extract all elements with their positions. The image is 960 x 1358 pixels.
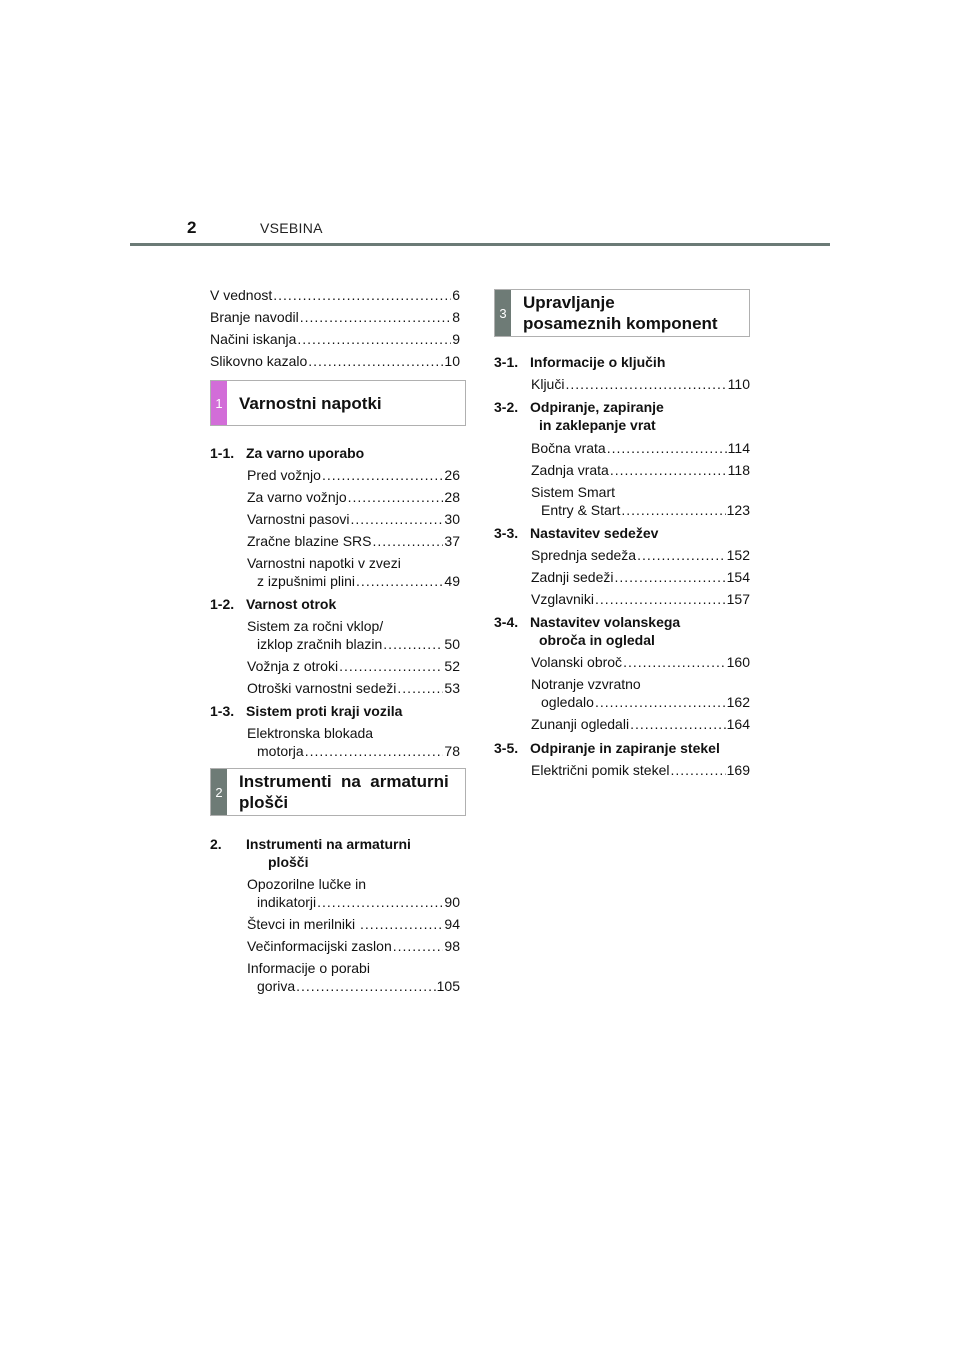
toc-entry[interactable]: Sistem za ročni vklop/ izklop zračnih blazin ..... 50 [247,617,460,653]
toc-entry[interactable]: Notranje vzvratno ogledalo ..... 162 [531,675,750,711]
toc-entry[interactable]: Vožnja z otroki ..... 52 [247,657,460,675]
chapter-title: Varnostni napotki [239,393,382,413]
page-number: 2 [187,218,197,237]
toc-entry[interactable]: Zračne blazine SRS ..... 37 [247,532,460,550]
toc-entry[interactable]: Sprednja sedeža ..... 152 [531,546,750,564]
toc-entry[interactable]: Varnostni napotki v zvezi z izpušnimi plini ..... 49 [247,554,460,590]
toc-entry[interactable]: Slikovno kazalo ..... 10 [210,352,460,370]
toc-entry[interactable]: Bočna vrata ..... 114 [531,439,750,457]
toc-entry[interactable]: Volanski obroč ..... 160 [531,653,750,671]
toc-entry[interactable]: Varnostni pasovi ..... 30 [247,510,460,528]
header-divider [130,243,830,246]
toc-entry[interactable]: Informacije o porabi goriva ..... 105 [247,959,460,995]
toc-entry[interactable]: Ključi ..... 110 [531,375,750,393]
toc-entry[interactable]: Zunanji ogledali ..... 164 [531,715,750,733]
chapter-tab: 2 [211,769,227,815]
chapter-tab: 3 [495,290,511,336]
toc-entry[interactable]: Vzglavniki ..... 157 [531,590,750,608]
toc-entry[interactable]: Zadnji sedeži ..... 154 [531,568,750,586]
chapter-title: Upravljanje posameznih komponent [523,293,718,333]
toc-entry[interactable]: Otroški varnostni sedeži ..... 53 [247,679,460,697]
toc-entry[interactable]: Števci in merilniki ..... 94 [247,915,460,933]
toc-entry[interactable]: Načini iskanja ..... 9 [210,330,460,348]
toc-entry[interactable]: Večinformacijski zaslon ..... 98 [247,937,460,955]
toc-entry[interactable]: V vednost ..... 6 [210,286,460,304]
toc-entry[interactable]: Električni pomik stekel ..... 169 [531,761,750,779]
toc-entry[interactable]: Branje navodil ..... 8 [210,308,460,326]
chapter-tab: 1 [211,381,227,425]
toc-entry[interactable]: Za varno vožnjo ..... 28 [247,488,460,506]
chapter-3-box[interactable] [494,289,750,337]
toc-entry[interactable]: Sistem Smart Entry & Start ..... 123 [531,483,750,519]
chapter-2-box[interactable] [210,768,466,816]
toc-entry[interactable]: Zadnja vrata ..... 118 [531,461,750,479]
toc-entry[interactable]: Opozorilne lučke in indikatorji ..... 90 [247,875,460,911]
chapter-1-box[interactable] [210,380,466,426]
toc-entry[interactable]: Pred vožnjo ..... 26 [247,466,460,484]
toc-entry[interactable]: Elektronska blokada motorja ..... 78 [247,724,460,760]
chapter-title: Instrumenti na armaturni plošči [239,772,449,812]
running-title: VSEBINA [260,220,323,236]
